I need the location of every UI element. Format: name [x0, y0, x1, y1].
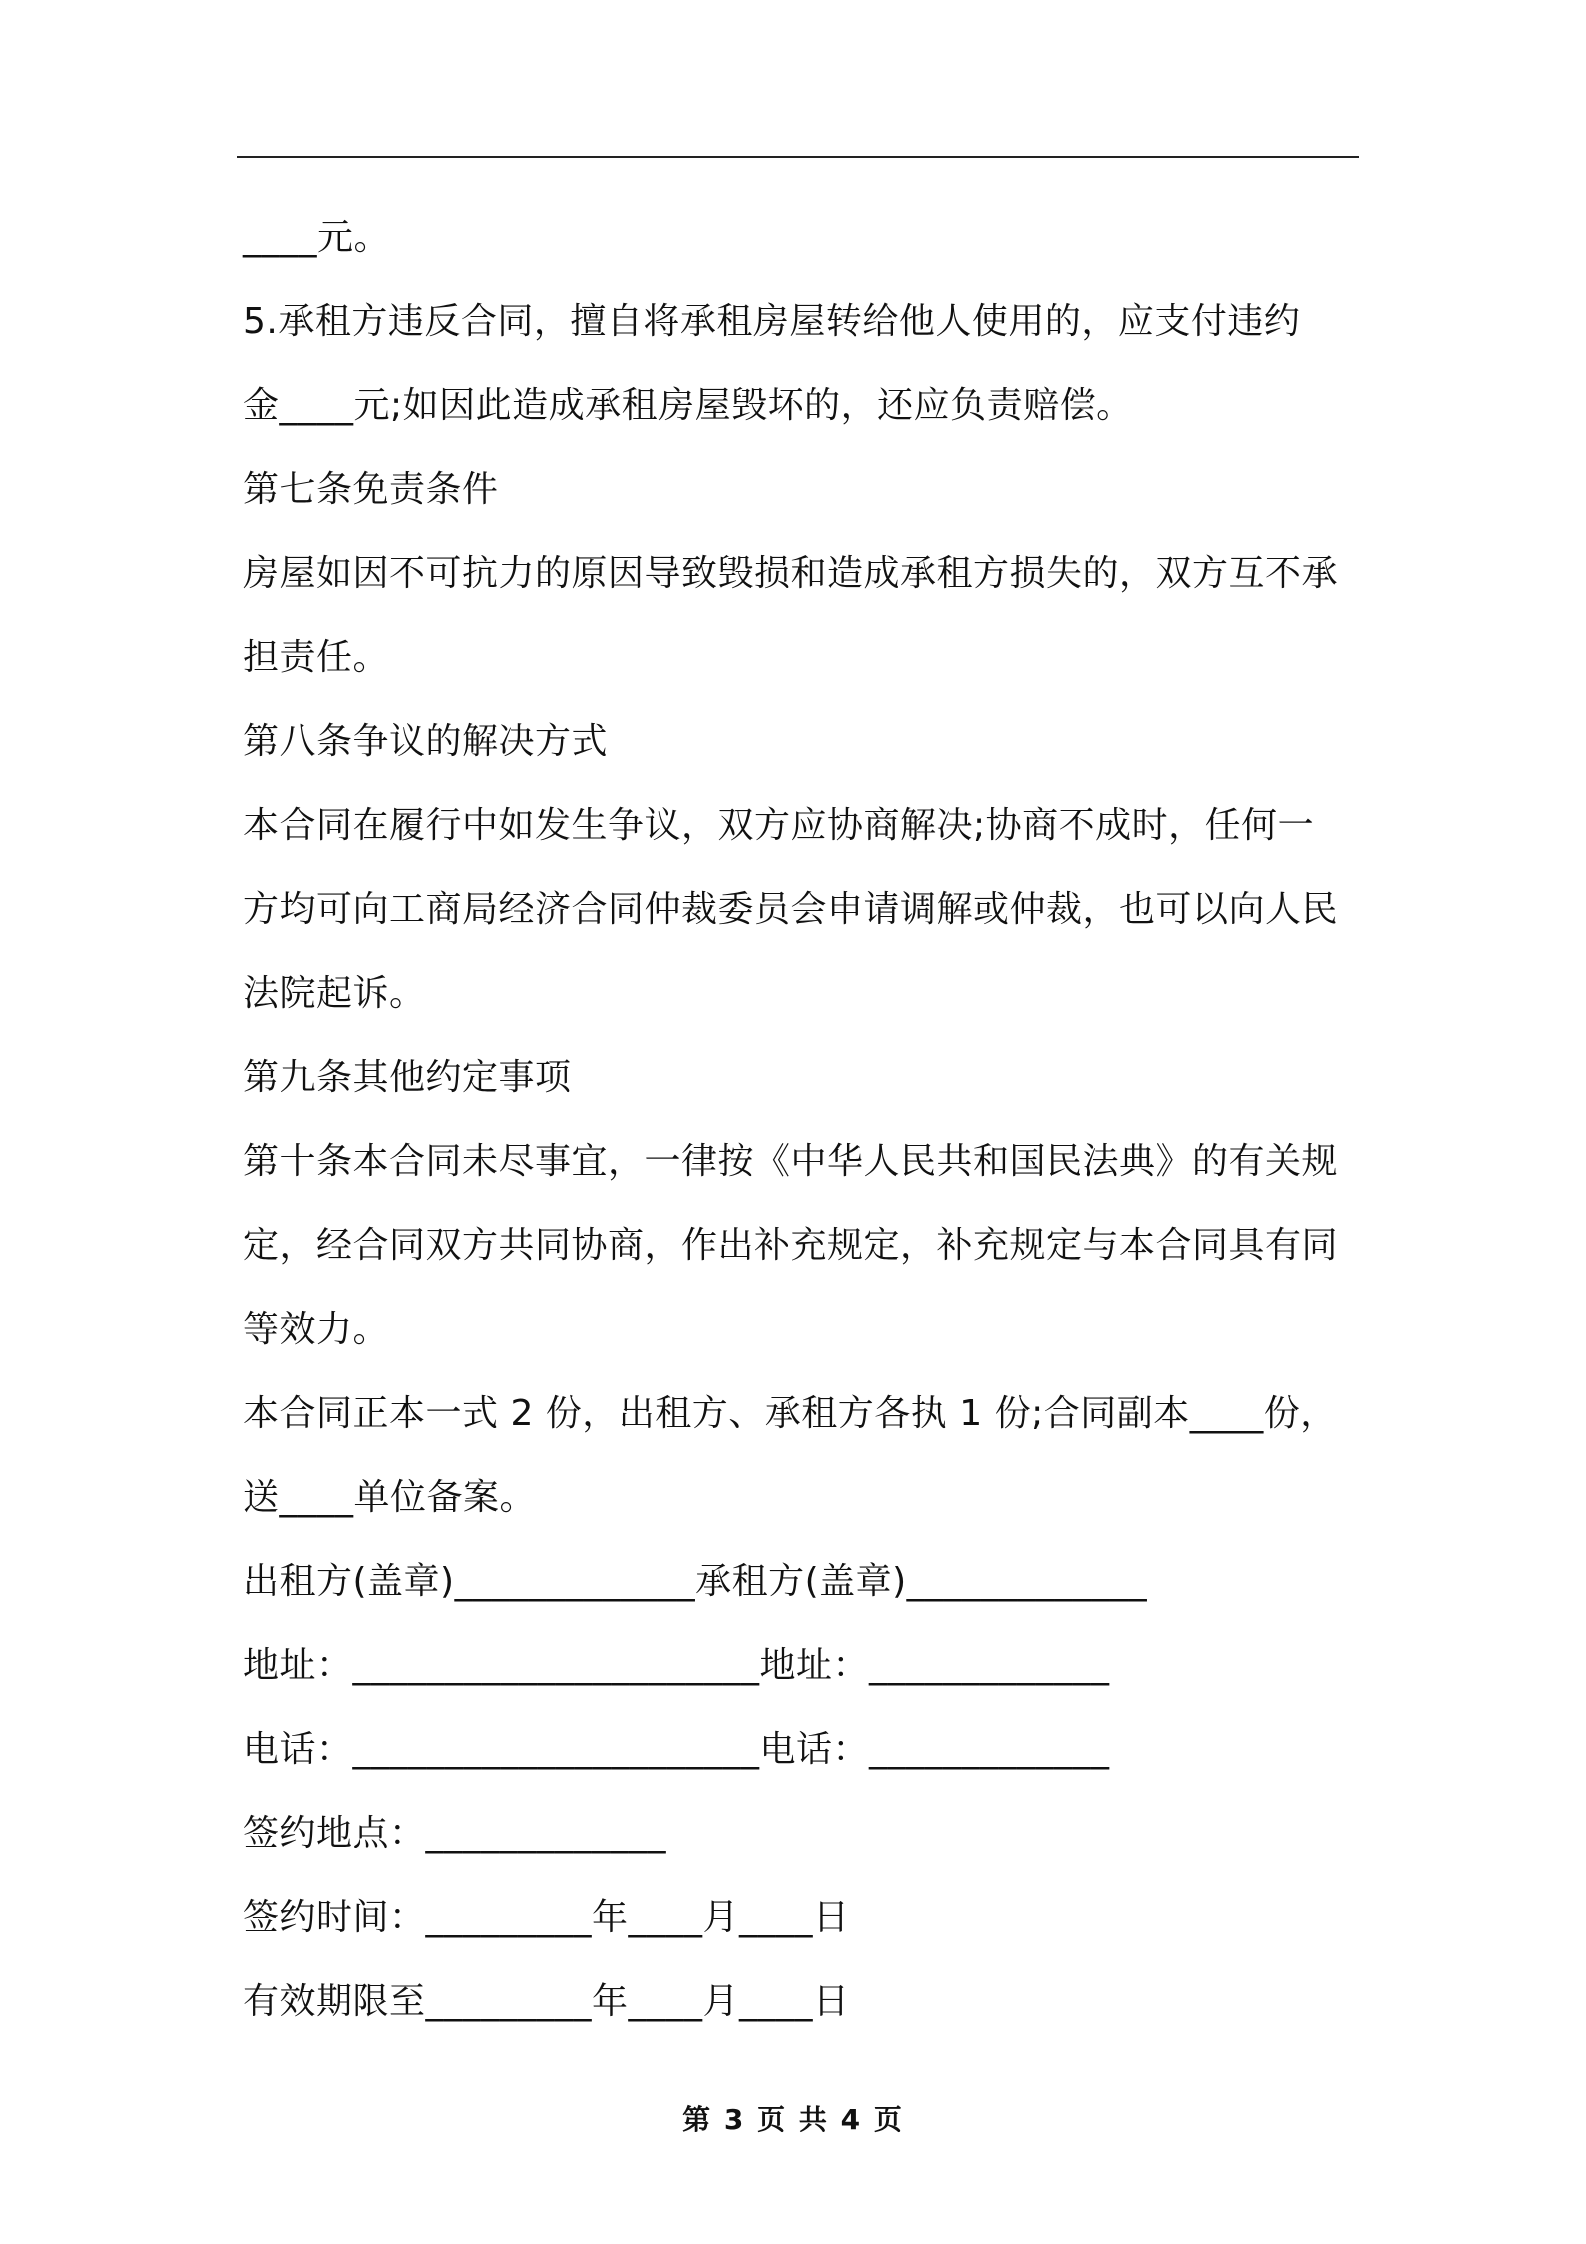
section-heading: 第九条其他约定事项 — [243, 1057, 572, 1098]
text-line: 本合同在履行中如发生争议，双方应协商解决;协商不成时，任何一 — [243, 805, 1315, 846]
phone-fields: 电话：______________________电话：_____________ — [243, 1729, 1110, 1770]
signing-date-field: 签约时间：_________年____月____日 — [243, 1897, 850, 1938]
text-line: 方均可向工商局经济合同仲裁委员会申请调解或仲裁，也可以向人民 — [243, 889, 1339, 930]
text-line: 第十条本合同未尽事宜，一律按《中华人民共和国民法典》的有关规 — [243, 1141, 1339, 1182]
text-line: 法院起诉。 — [243, 973, 426, 1014]
document-body — [243, 196, 1365, 2044]
text-line: 担责任。 — [243, 637, 390, 678]
signature-lessor-lessee: 出租方(盖章)_____________承租方(盖章)_____________ — [243, 1561, 1148, 1602]
validity-date-field: 有效期限至_________年____月____日 — [243, 1981, 850, 2022]
text-line: 金____元;如因此造成承租房屋毁坏的，还应负责赔偿。 — [243, 385, 1133, 426]
header-rule — [237, 156, 1359, 158]
signing-place-field: 签约地点：_____________ — [243, 1813, 667, 1854]
text-line: 本合同正本一式 2 份，出租方、承租方各执 1 份;合同副本____份， — [243, 1393, 1337, 1434]
text-line: ____元。 — [243, 217, 391, 258]
page-number: 第 3 页 共 4 页 — [682, 2103, 904, 2136]
text-line: 房屋如因不可抗力的原因导致毁损和造成承租方损失的，双方互不承 — [243, 553, 1339, 594]
section-heading: 第八条争议的解决方式 — [243, 721, 609, 762]
section-heading: 第七条免责条件 — [243, 469, 499, 510]
text-line: 定，经合同双方共同协商，作出补充规定，补充规定与本合同具有同 — [243, 1225, 1339, 1266]
text-line: 等效力。 — [243, 1309, 390, 1350]
address-fields: 地址：______________________地址：_____________ — [243, 1645, 1110, 1686]
text-line: 送____单位备案。 — [243, 1477, 537, 1518]
text-line: 5.承租方违反合同，擅自将承租房屋转给他人使用的，应支付违约 — [243, 301, 1301, 342]
